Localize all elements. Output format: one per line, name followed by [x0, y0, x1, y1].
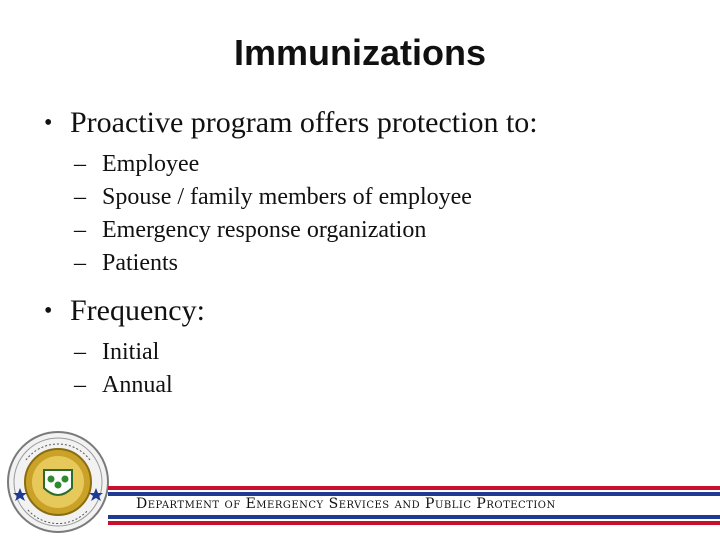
slide-title: Immunizations	[233, 32, 487, 73]
bullet-item	[44, 292, 704, 330]
sub-item-text: Spouse / family members of employee	[102, 184, 472, 210]
dash-marker: –	[74, 339, 86, 365]
sub-item	[74, 148, 704, 181]
sub-item	[74, 181, 704, 214]
sub-item-text: Emergency response organization	[102, 217, 427, 243]
sub-list	[74, 336, 704, 402]
dash-marker: –	[74, 151, 86, 177]
dash-marker: –	[74, 372, 86, 398]
dash-marker: –	[74, 250, 86, 276]
slide-content	[44, 104, 704, 414]
sub-item-text: Employee	[102, 151, 200, 177]
sub-item-text: Annual	[102, 372, 173, 398]
sub-item	[74, 336, 704, 369]
sub-item	[74, 214, 704, 247]
sub-list	[74, 148, 704, 280]
footer-stripe-red-bottom	[108, 521, 720, 525]
sub-item-text: Patients	[102, 250, 178, 276]
bullet-item	[44, 104, 704, 142]
state-seal-icon	[6, 430, 110, 534]
dash-marker: –	[74, 184, 86, 210]
bullet-dot: •	[44, 298, 53, 324]
bullet-dot: •	[44, 110, 53, 136]
footer-department-text: Department of Emergency Services and Public Protection	[136, 496, 556, 512]
sub-item	[74, 247, 704, 280]
dash-marker: –	[74, 217, 86, 243]
sub-item-text: Initial	[102, 339, 160, 365]
bullet-text: Frequency:	[70, 294, 205, 327]
bullet-text: Proactive program offers protection to:	[70, 106, 538, 139]
sub-item	[74, 369, 704, 402]
